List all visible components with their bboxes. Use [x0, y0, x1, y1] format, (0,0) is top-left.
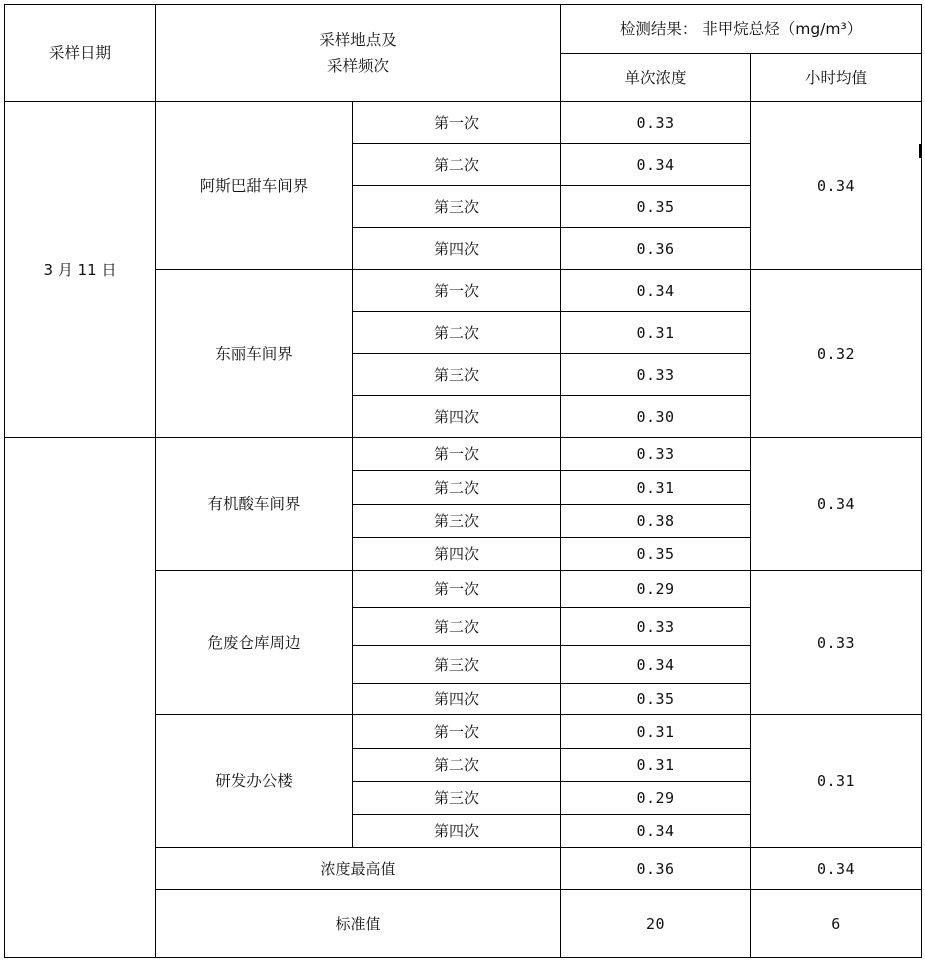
sample-label: 第一次 [353, 571, 561, 608]
sample-value: 0.34 [561, 270, 751, 312]
sample-value: 0.34 [561, 144, 751, 186]
sample-label: 第二次 [353, 312, 561, 354]
sample-label: 第四次 [353, 815, 561, 848]
sample-value: 0.31 [561, 312, 751, 354]
site-name: 有机酸车间界 [156, 438, 353, 571]
sample-value: 0.29 [561, 782, 751, 815]
site-name: 阿斯巴甜车间界 [156, 102, 353, 270]
sample-value: 0.35 [561, 186, 751, 228]
sample-value: 0.38 [561, 505, 751, 538]
sample-value: 0.35 [561, 538, 751, 571]
hourly-average-value: 0.34 [751, 102, 922, 270]
sample-value: 0.34 [561, 815, 751, 848]
standard-single-value: 20 [561, 890, 751, 958]
sample-label: 第三次 [353, 186, 561, 228]
sample-label: 第二次 [353, 144, 561, 186]
header-hourly-average: 小时均值 [751, 54, 922, 102]
sample-value: 0.33 [561, 608, 751, 646]
sample-value: 0.33 [561, 354, 751, 396]
sample-label: 第一次 [353, 102, 561, 144]
date-cell-group1 [5, 102, 156, 438]
results-table [4, 4, 922, 958]
hourly-average-value: 0.32 [751, 270, 922, 438]
sample-label: 第三次 [353, 354, 561, 396]
sample-label: 第一次 [353, 438, 561, 471]
header-sampling-site-line1: 采样地点及 [319, 31, 397, 49]
sample-label: 第四次 [353, 538, 561, 571]
sample-value: 0.29 [561, 571, 751, 608]
sample-value: 0.33 [561, 102, 751, 144]
header-sampling-site [156, 5, 561, 102]
sample-value: 0.31 [561, 715, 751, 749]
standard-hourly-value: 6 [751, 890, 922, 958]
site-name: 危废仓库周边 [156, 571, 353, 715]
sample-label: 第一次 [353, 270, 561, 312]
sample-label: 第二次 [353, 749, 561, 782]
standard-label: 标准值 [156, 890, 561, 958]
sample-value: 0.31 [561, 749, 751, 782]
sample-value: 0.33 [561, 438, 751, 471]
header-result-title: 检测结果： 非甲烷总烃（mg/m³） [561, 5, 922, 54]
sample-label: 第一次 [353, 715, 561, 749]
header-single-concentration: 单次浓度 [561, 54, 751, 102]
sample-value: 0.31 [561, 471, 751, 505]
sample-label: 第四次 [353, 396, 561, 438]
hourly-average-value: 0.31 [751, 715, 922, 848]
text-cursor-mark [919, 144, 922, 158]
sample-label: 第三次 [353, 646, 561, 684]
sample-value: 0.30 [561, 396, 751, 438]
sample-value: 0.35 [561, 684, 751, 715]
hourly-average-value: 0.33 [751, 571, 922, 715]
sample-label: 第二次 [353, 608, 561, 646]
sample-label: 第四次 [353, 228, 561, 270]
site-name: 东丽车间界 [156, 270, 353, 438]
sampling-date-value: 3 月 11 日 [43, 260, 117, 279]
table-row [5, 102, 922, 144]
hourly-average-value: 0.34 [751, 438, 922, 571]
header-sampling-date: 采样日期 [5, 5, 156, 102]
sample-value: 0.36 [561, 228, 751, 270]
sample-label: 第二次 [353, 471, 561, 505]
header-sampling-site-line2: 采样频次 [327, 57, 390, 75]
max-hourly-value: 0.34 [751, 848, 922, 890]
sample-value: 0.34 [561, 646, 751, 684]
sample-label: 第四次 [353, 684, 561, 715]
table-row [5, 438, 922, 471]
sample-label: 第三次 [353, 782, 561, 815]
max-single-value: 0.36 [561, 848, 751, 890]
sample-label: 第三次 [353, 505, 561, 538]
site-name: 研发办公楼 [156, 715, 353, 848]
max-label: 浓度最高值 [156, 848, 561, 890]
date-cell-group2 [5, 438, 156, 958]
